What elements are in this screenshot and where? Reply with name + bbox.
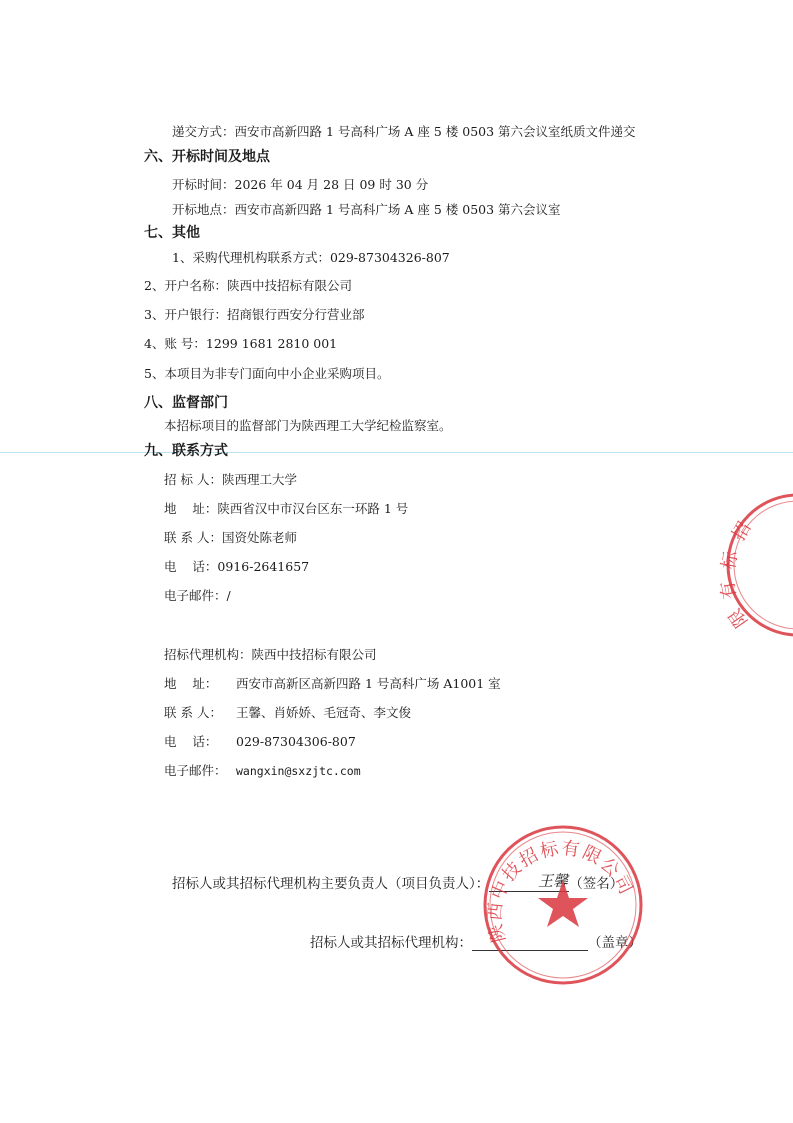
section8-heading: 八、监督部门 <box>144 395 228 411</box>
partial-stamp-right <box>690 490 793 640</box>
other-item: 4、账 号：1299 1681 2810 001 <box>144 336 338 351</box>
handwritten-signature: 王馨 <box>538 872 569 890</box>
seal-ring-text: 陕西中技招标有限公司 <box>484 837 638 945</box>
agency-name-label: 招标代理机构： <box>164 647 252 662</box>
open-place-line <box>172 202 561 218</box>
open-place-value: 西安市高新四路 1 号高科广场 A 座 5 楼 0503 第六会议室 <box>234 202 561 217</box>
agency-phone-label: 电 话： <box>164 734 218 749</box>
signature-suffix: （签名） <box>569 876 624 892</box>
tenderer-name-line <box>164 472 297 488</box>
svg-text:有: 有 <box>717 579 741 601</box>
other-item: 1、采购代理机构联系方式：029-87304326-807 <box>172 250 450 265</box>
other-item: 3、开户银行：招商银行西安分行营业部 <box>144 307 365 322</box>
section9-heading: 九、联系方式 <box>144 443 228 459</box>
svg-text:标: 标 <box>718 549 743 571</box>
tenderer-address: 陕西省汉中市汉台区东一环路 1 号 <box>217 501 409 516</box>
agency-address-line <box>164 676 501 692</box>
open-time-value: 2026 年 04 月 28 日 09 时 30 分 <box>234 177 429 192</box>
agency-email-label: 电子邮件： <box>164 763 227 778</box>
agency-address: 西安市高新区高新四路 1 号高科广场 A1001 室 <box>236 676 501 691</box>
submission-line <box>172 124 636 140</box>
svg-text:限: 限 <box>724 604 753 632</box>
open-time-line <box>172 177 428 193</box>
tenderer-address-line <box>164 501 408 517</box>
seal-suffix: （盖章） <box>588 935 642 951</box>
submission-label: 递交方式： <box>172 124 235 139</box>
other-item: 2、开户名称：陕西中技招标有限公司 <box>144 278 352 293</box>
seal-label: 招标人或其招标代理机构： <box>310 935 472 951</box>
svg-text:招: 招 <box>728 518 756 545</box>
tenderer-phone: 0916-2641657 <box>217 559 310 574</box>
agency-contact: 王馨、肖娇娇、毛冠奇、李文俊 <box>236 705 412 720</box>
agency-phone-line <box>164 734 356 750</box>
supervision-text: 本招标项目的监督部门为陕西理工大学纪检监察室。 <box>164 418 452 433</box>
agency-phone: 029-87304306-807 <box>236 734 356 749</box>
tenderer-phone-label: 电 话： <box>164 559 218 574</box>
tenderer-email-line <box>164 588 231 604</box>
tenderer-address-label: 地 址： <box>164 501 218 516</box>
open-time-label: 开标时间： <box>172 177 235 192</box>
scan-artifact-line <box>0 452 793 453</box>
tenderer-phone-line <box>164 559 309 575</box>
tenderer-email: / <box>226 588 231 603</box>
tenderer-name-label: 招 标 人： <box>164 472 222 487</box>
submission-value: 西安市高新四路 1 号高科广场 A 座 5 楼 0503 第六会议室纸质文件递交 <box>234 124 636 139</box>
agency-contact-line <box>164 705 411 721</box>
agency-email-line <box>164 763 361 779</box>
tenderer-contact: 国资处陈老师 <box>221 530 297 545</box>
section6-heading: 六、开标时间及地点 <box>144 149 270 165</box>
agency-contact-label: 联 系 人： <box>164 705 222 720</box>
section7-heading: 七、其他 <box>144 225 200 241</box>
agency-name-line <box>164 647 377 663</box>
tenderer-contact-label: 联 系 人： <box>164 530 222 545</box>
signature-label: 招标人或其招标代理机构主要负责人（项目负责人）： <box>172 876 490 892</box>
open-place-label: 开标地点： <box>172 202 235 217</box>
agency-address-label: 地 址： <box>164 676 218 691</box>
tenderer-email-label: 电子邮件： <box>164 588 227 603</box>
tenderer-contact-line <box>164 530 297 546</box>
other-item: 5、本项目为非专门面向中小企业采购项目。 <box>144 366 390 381</box>
agency-email: wangxin@sxzjtc.com <box>236 764 361 778</box>
agency-name: 陕西中技招标有限公司 <box>251 647 377 662</box>
agency-seal <box>478 820 648 990</box>
tenderer-name: 陕西理工大学 <box>221 472 297 487</box>
